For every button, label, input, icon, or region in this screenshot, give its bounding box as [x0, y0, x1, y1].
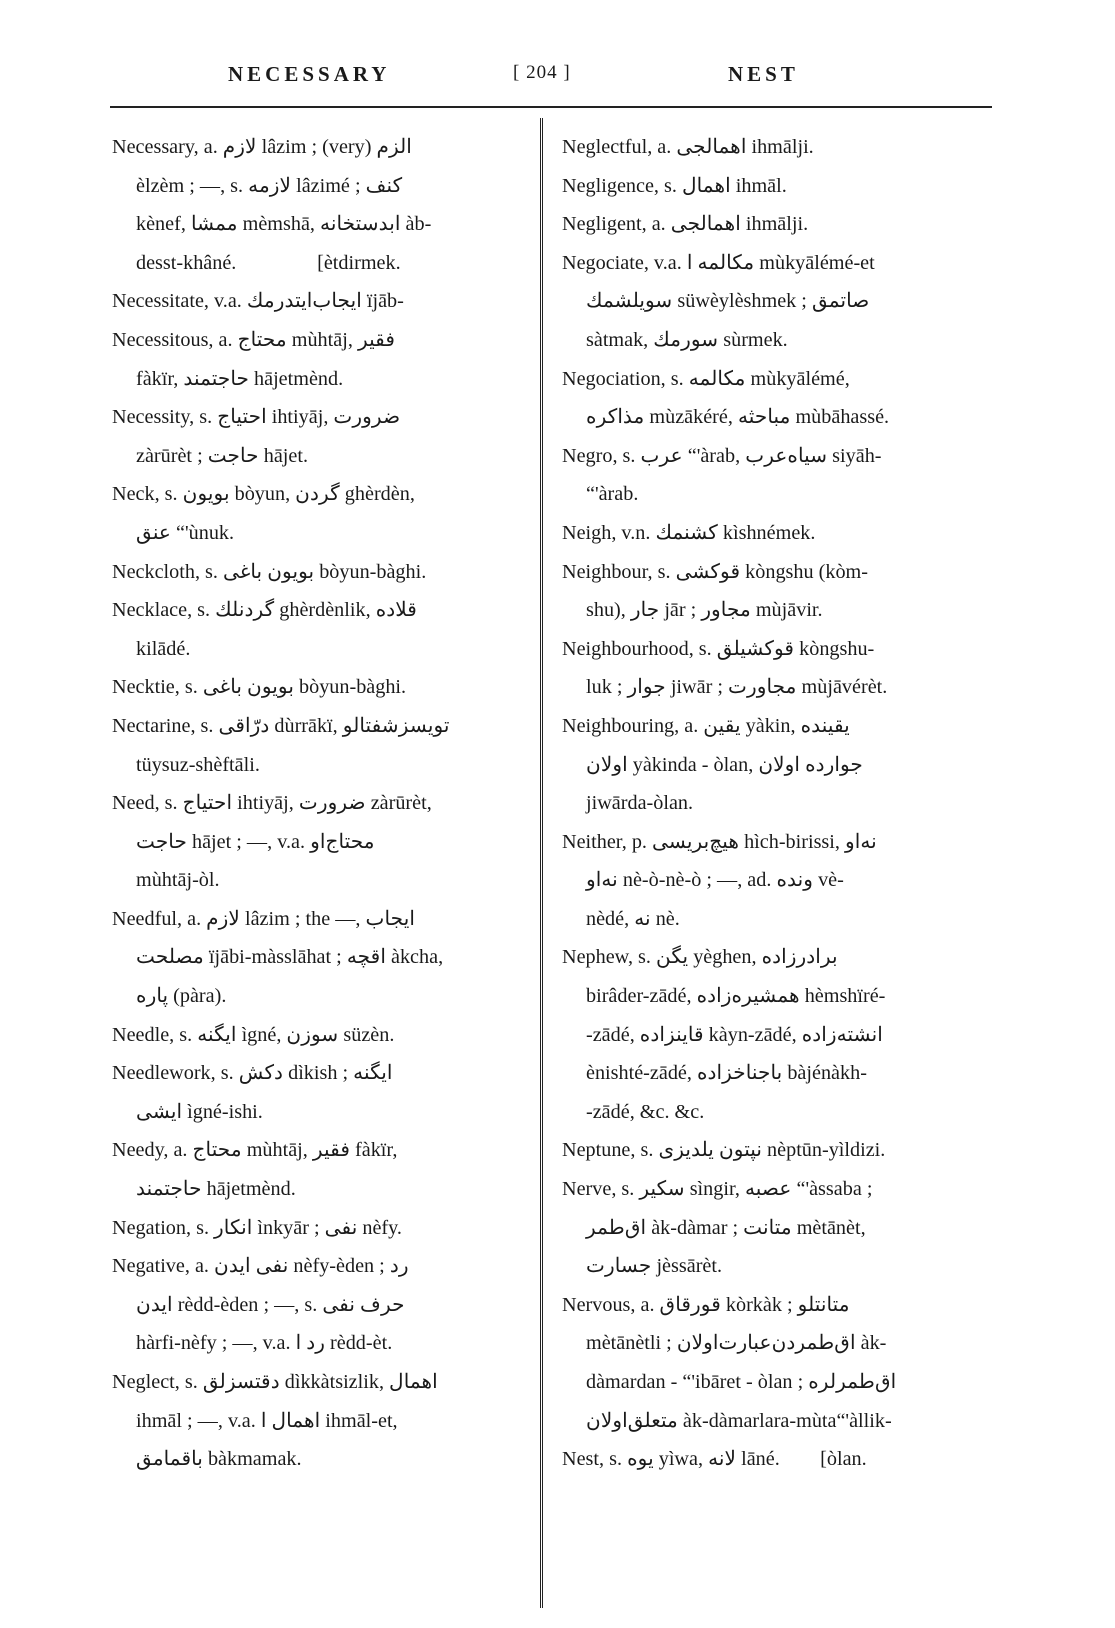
header-rule — [110, 106, 992, 108]
dictionary-line: ايدن rèdd-èden ; —, s. حرف نفى — [136, 1293, 405, 1316]
dictionary-line: Negative, a. نفى ايدن nèfy-èden ; رد — [112, 1255, 409, 1278]
column-divider — [540, 118, 543, 1608]
dictionary-line: mètānètli ; اق‌طمردن‌عبارت‌اولان àk- — [586, 1332, 887, 1355]
dictionary-line: Negociate, v.a. مكالمه ا mùkyālémé-et — [562, 251, 875, 274]
dictionary-line: ihmāl ; —, v.a. اهمال ا ihmāl-et, — [136, 1409, 398, 1432]
dictionary-line: “'àrab. — [586, 483, 639, 506]
dictionary-line: Neighbouring, a. يقين yàkin, يقينده — [562, 714, 850, 737]
dictionary-line: Neighbour, s. قوكشى kòngshu (kòm- — [562, 560, 868, 583]
dictionary-line: Necessity, s. احتياج ihtiyāj, ضرورت — [112, 406, 401, 429]
dictionary-line: نه‌او nè-ò-nè-ò ; —, ad. ونده vè- — [586, 869, 844, 892]
dictionary-line: Neglect, s. دقتسزلق dìkkàtsizlik, اهمال — [112, 1371, 438, 1393]
dictionary-line: ènishté-zādé, باجناخزاده bàjénàkh- — [586, 1062, 867, 1085]
dictionary-line: Needle, s. ايگنه ìgné, سوزن süzèn. — [112, 1023, 395, 1046]
dictionary-line: hàrfi-nèfy ; —, v.a. رد ا rèdd-èt. — [136, 1332, 393, 1355]
dictionary-line: zàrūrèt ; حاجت hājet. — [136, 444, 308, 467]
dictionary-line: Neigh, v.n. كشنمك kìshnémek. — [562, 521, 816, 544]
dictionary-line: مصلحت ïjābi-màsslāhat ; اقچه àkcha, — [136, 946, 444, 969]
dictionary-line: -zādé, قاينزاده kàyn-zādé, انشته‌زاده — [586, 1023, 883, 1046]
left-running-headword: NECESSARY — [228, 62, 391, 86]
dictionary-line: Necessitate, v.a. ايجاب‌ايتدرمك ïjāb- — [112, 290, 404, 313]
dictionary-line: sàtmak, سورمك sùrmek. — [586, 328, 788, 351]
dictionary-line: Need, s. احتياج ihtiyāj, ضرورت zàrūrèt, — [112, 792, 432, 815]
page-header — [0, 58, 1115, 98]
dictionary-line: ايشى ìgné-ishi. — [136, 1100, 263, 1123]
right-running-headword: NEST — [728, 62, 799, 86]
dictionary-line: Neck, s. بويون bòyun, گردن ghèrdèn, — [112, 483, 415, 506]
dictionary-line: Necklace, s. گردنلك ghèrdènlik, قلاده — [112, 599, 417, 622]
dictionary-line: kènef, ممشا mèmshā, ابدستخانه àb- — [136, 213, 432, 236]
dictionary-line: Neither, p. هيچ‌بريسى hìch-birissi, نه‌او — [562, 830, 877, 853]
dictionary-line: kilādé. — [136, 637, 191, 660]
dictionary-line: Neptune, s. نپتون يلديزى nèptūn-yìldizi. — [562, 1139, 886, 1162]
dictionary-line: اولان yàkinda - òlan, جوارده اولان — [586, 753, 863, 776]
dictionary-line: Needlework, s. دكش dìkish ; ايگنه — [112, 1062, 393, 1085]
dictionary-line: Needy, a. محتاج mùhtāj, فقير fàkïr, — [112, 1139, 398, 1162]
page-number: [ 204 ] — [513, 62, 571, 83]
dictionary-line: Negligence, s. اهمال ihmāl. — [562, 174, 787, 197]
dictionary-line: desst-khâné. [ètdirmek. — [136, 251, 401, 274]
left-column — [112, 128, 536, 1479]
dictionary-line: پاره (pàra). — [136, 985, 227, 1008]
dictionary-line: باقمامق bàkmamak. — [136, 1448, 302, 1471]
right-column — [562, 128, 986, 1479]
dictionary-line: luk ; جوار jiwār ; مجاورت mùjāvérèt. — [586, 676, 888, 699]
dictionary-line: Needful, a. لازم lâzim ; the —, ايجاب — [112, 907, 415, 930]
dictionary-line: Necktie, s. بويون باغى bòyun-bàghi. — [112, 676, 407, 699]
dictionary-line: birâder-zādé, همشيره‌زاده hèmshïré- — [586, 985, 886, 1008]
dictionary-line: -zādé, &c. &c. — [586, 1100, 705, 1123]
dictionary-line: Nest, s. يوه yìwa, لانه lāné. [òlan. — [562, 1448, 867, 1471]
dictionary-line: اق‌طمر àk-dàmar ; متانت mètānèt, — [586, 1216, 866, 1239]
dictionary-line: Negro, s. عرب “'àrab, سياه‌عرب siyāh- — [562, 444, 882, 467]
dictionary-line: èlzèm ; —, s. لازمه lâzimé ; كنف — [136, 174, 403, 197]
dictionary-line: Necessitous, a. محتاج mùhtāj, فقير — [112, 328, 396, 351]
dictionary-line: jiwārda-òlan. — [586, 792, 694, 815]
dictionary-line: سويلشمك süwèylèshmek ; صاتمق — [586, 290, 870, 313]
dictionary-line: حاجتمند hājetmènd. — [136, 1178, 296, 1201]
dictionary-line: mùhtāj-òl. — [136, 869, 220, 892]
dictionary-line: Negligent, a. اهمالجى ihmālji. — [562, 213, 809, 236]
dictionary-line: Nephew, s. يگن yèghen, برادرزاده — [562, 946, 838, 969]
dictionary-line: Nectarine, s. درّاقى dùrrākï, تويسزشفتالو — [112, 714, 450, 737]
dictionary-line: Neighbourhood, s. قوكشيلق kòngshu- — [562, 637, 875, 660]
dictionary-line: shu), جار jār ; مجاور mùjāvir. — [586, 599, 823, 622]
dictionary-line: مذاكره mùzākéré, مباحثه mùbāhassé. — [586, 406, 890, 429]
dictionary-line: عنق “'ùnuk. — [136, 521, 235, 544]
dictionary-line: nèdé, نه nè. — [586, 907, 680, 930]
dictionary-line: متعلق‌اولان àk-dàmarlara-mùta“'àllik- — [586, 1409, 892, 1432]
dictionary-line: Nervous, a. قورقاق kòrkàk ; متانتلو — [562, 1293, 850, 1316]
dictionary-line: جسارت jèssārèt. — [586, 1255, 723, 1278]
dictionary-line: dàmardan - “'ibāret - òlan ; اق‌طمرلره — [586, 1371, 897, 1393]
dictionary-line: Neglectful, a. اهمالجى ihmālji. — [562, 136, 814, 158]
dictionary-line: Negociation, s. مكالمه mùkyālémé, — [562, 367, 850, 390]
dictionary-line: Necessary, a. لازم lâzim ; (very) الزم — [112, 136, 412, 158]
dictionary-line: Nerve, s. سكير sìngir, عصبه “'àssaba ; — [562, 1178, 873, 1201]
dictionary-line: tüysuz-shèftāli. — [136, 753, 260, 776]
dictionary-line: حاجت hājet ; —, v.a. محتاج‌او — [136, 830, 375, 853]
dictionary-line: Neckcloth, s. بويون باغى bòyun-bàghi. — [112, 560, 427, 583]
dictionary-line: fàkïr, حاجتمند hājetmènd. — [136, 367, 344, 390]
dictionary-line: Negation, s. انكار ìnkyār ; نفى nèfy. — [112, 1216, 402, 1239]
